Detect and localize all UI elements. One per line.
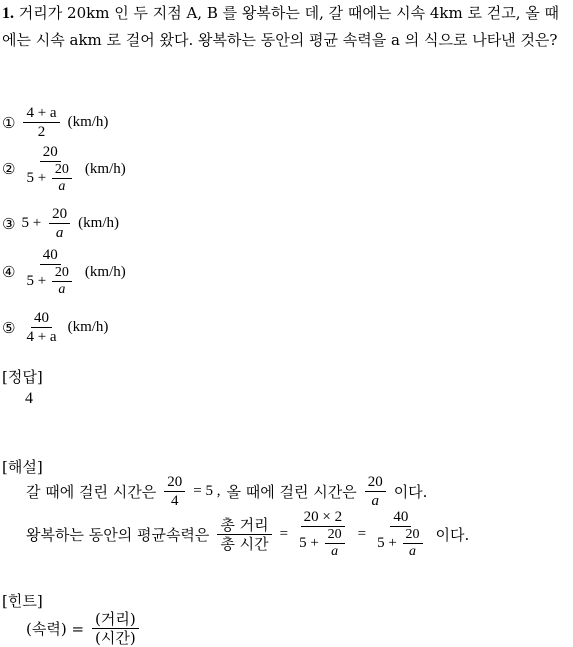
option-unit: (km/h) [67,114,109,130]
option-marker: ⑤ [2,318,16,337]
explanation-line-1: 갈 때에 걸린 시간은 $\frac{20}{4}$ = 5 , 올 때에 걸린 시간은 $\frac{20}{a}$ 이다. [26,474,428,509]
hint-label: [힌트] [2,592,43,610]
option-fraction: 40 5 + $\frac{20}{a}$ [23,246,76,298]
option-unit: (km/h) [67,319,109,335]
option-4[interactable] [2,246,126,298]
question-body: 거리가 20km 인 두 지점 A, B 를 왕복하는 데, 갈 때에는 시속 4km 로 걷고, 올 때에는 시속 akm 로 걸어 왔다. 왕복하는 동안의 평균 속력을 a 의 식으로 나타낸 것은? [2,4,560,49]
option-marker: ③ [2,214,16,233]
answer-label: [정답] [2,368,43,386]
option-marker: ④ [2,263,16,281]
option-fraction: 20 5 + $\frac{20}{a}$ [23,143,76,195]
explanation-label: [해설] [2,458,43,476]
option-fraction: $\frac{40}{4 + a}$ [26,310,57,345]
option-unit: (km/h) [84,160,126,177]
question-number: 1. [2,5,14,22]
explanation-line-2: 왕복하는 동안의 평균속력은 $\frac{\text{총 거리}}{\text{총 시간}}$ = 20 × 2 5 + $\frac{20}{a}$ = 40 5 + $\frac{20}{a}$ 이다. [26,509,470,559]
answer-value: 4 [25,390,33,407]
option-marker: ① [2,113,16,132]
question-text [2,0,571,53]
option-marker: ② [2,160,16,178]
option-fraction: $\frac{4 + a}{2}$ [23,104,59,141]
option-fraction: $\frac{20}{a}$ [49,205,70,242]
option-5[interactable] [2,309,108,346]
option-1[interactable] [2,104,108,141]
option-2[interactable] [2,143,126,195]
option-unit: (km/h) [84,263,126,280]
option-3[interactable]: ③ 5 + $\frac{20}{a}$ (km/h) [2,206,119,241]
option-unit: (km/h) [78,215,119,231]
hint-formula: (속력) = $\frac{\text{(거리)}}{\text{(시간)}}$ [26,610,141,647]
